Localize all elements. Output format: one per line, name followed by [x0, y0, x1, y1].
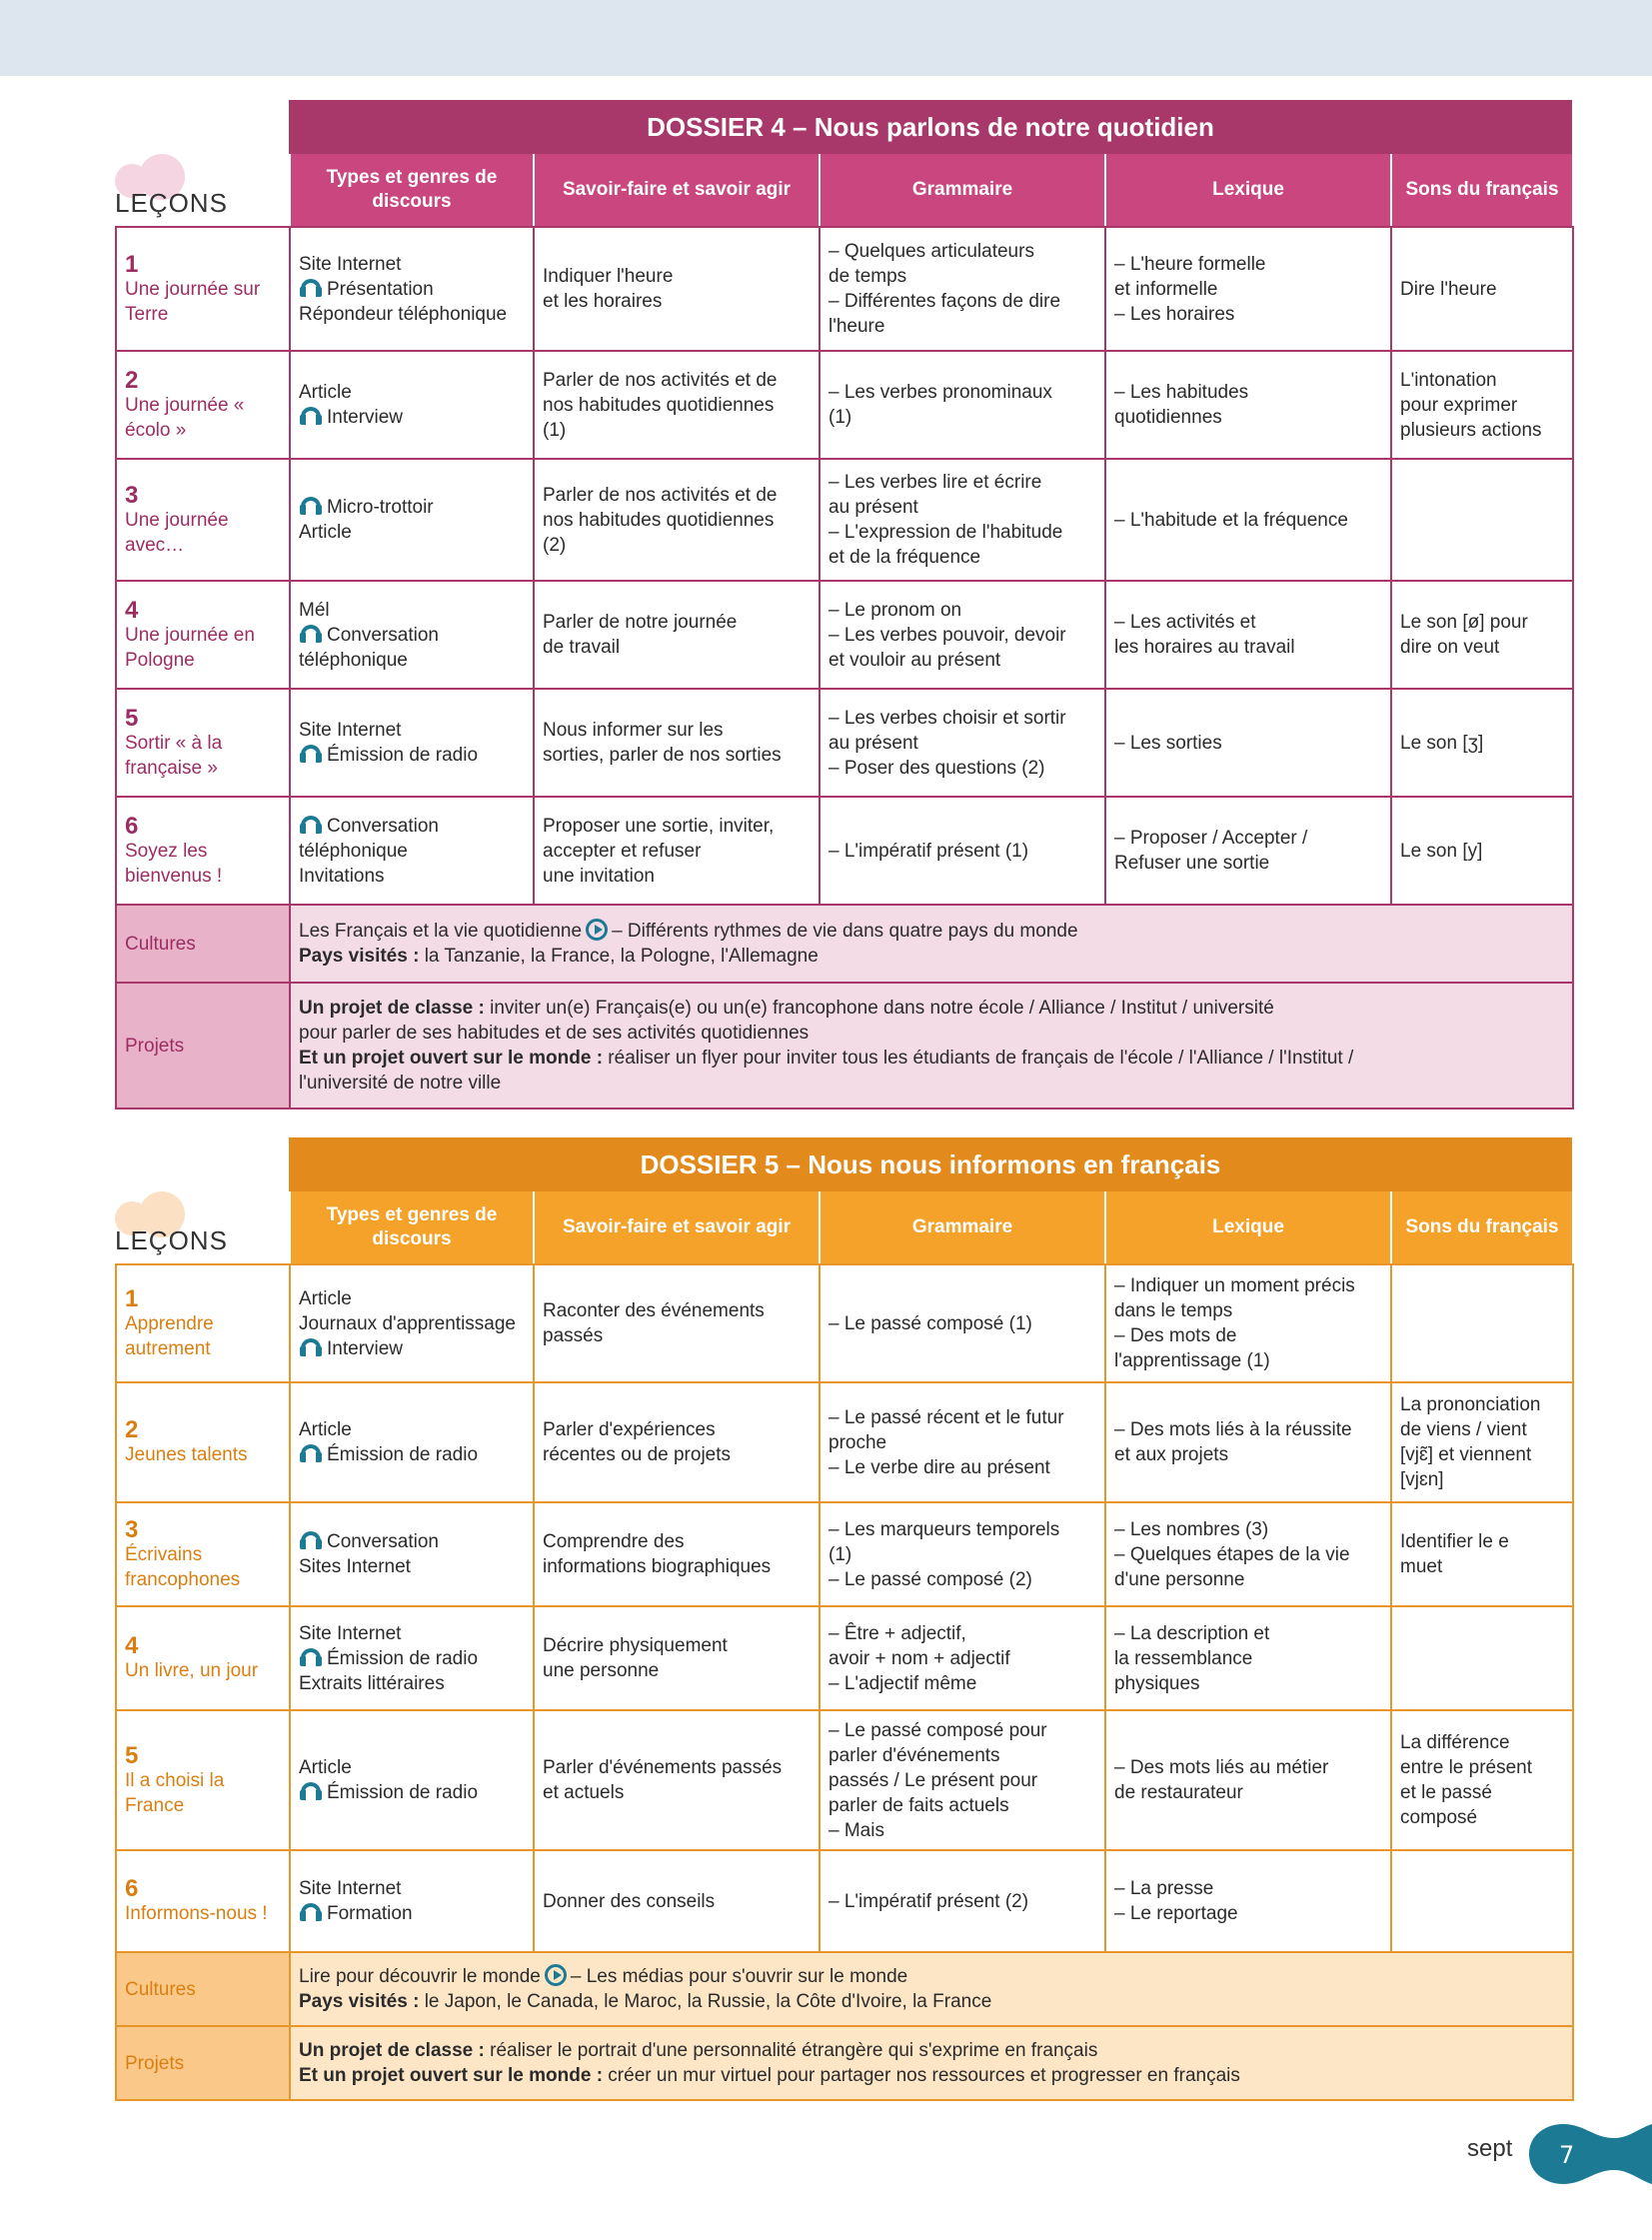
cell-line: Parler de nos activités et de [543, 484, 778, 506]
cell-line: La prononciation [1400, 1394, 1541, 1415]
cell-gram [820, 797, 1105, 905]
cell-types [290, 1382, 534, 1502]
cell-line: Donner des conseils [543, 1890, 716, 1912]
cell-line: Décrire physiquement [543, 1635, 728, 1656]
cell-line: de restaurateur [1114, 1782, 1243, 1803]
cell-line: Le son [y] [1400, 840, 1483, 862]
cell-line: quotidiennes [1114, 407, 1222, 428]
cell-lex [1105, 227, 1391, 351]
cell-line: dire on veut [1400, 637, 1500, 658]
cell-line: – Des mots liés au métier [1114, 1757, 1329, 1778]
cell-line: – Être + adjectif, [828, 1622, 966, 1644]
cell-line: – Les verbes choisir et sortir [828, 707, 1066, 729]
cell-line: et actuels [543, 1782, 625, 1803]
lesson-number: 5 [125, 704, 139, 732]
lesson-row [116, 227, 1573, 351]
lesson-title: Une journée « écolo » [125, 394, 245, 441]
cell-line: – Proposer / Accepter / [1114, 828, 1308, 849]
cell-sons [1391, 689, 1573, 797]
cell-savoir [534, 1382, 820, 1502]
cell-line: – L'habitude et la fréquence [1114, 509, 1348, 531]
cell-line: et les horaires [543, 291, 663, 312]
cell-lex [1105, 1850, 1391, 1952]
column-header-grammaire: Grammaire [819, 1191, 1104, 1263]
lesson-number: 5 [125, 1741, 139, 1769]
lesson-title: Écrivains francophones [125, 1543, 241, 1590]
cell-line: d'une personne [1114, 1568, 1245, 1590]
page-word: sept [1467, 2135, 1513, 2162]
cell-line: – L'adjectif même [828, 1672, 977, 1694]
cultures-row [116, 1952, 1573, 2026]
cell-line: Micro-trottoir [299, 495, 525, 520]
cell-line: composé [1400, 1807, 1478, 1828]
lesson-row [116, 1382, 1573, 1502]
cell-line: – Différentes façons de dire [828, 291, 1061, 312]
cell-savoir [534, 689, 820, 797]
cell-line: – Quelques étapes de la vie [1114, 1543, 1350, 1565]
cell-line: une personne [543, 1660, 660, 1681]
cell-line: entre le présent [1400, 1757, 1533, 1778]
cell-types [290, 1606, 534, 1710]
cell-line: téléphonique [299, 649, 408, 671]
cell-line: Le son [ø] pour [1400, 612, 1528, 633]
cell-line: sorties, parler de nos sorties [543, 745, 782, 766]
cell-line: – Des mots de [1114, 1325, 1237, 1346]
lesson-title-cell [116, 227, 290, 351]
lesson-number: 4 [125, 596, 139, 624]
dossier-4 [115, 100, 1572, 1110]
lesson-title-cell [116, 1606, 290, 1710]
lesson-title-cell [116, 459, 290, 581]
cell-line: Le son [ʒ] [1400, 732, 1484, 754]
cell-line: – Indiquer un moment précis [1114, 1275, 1355, 1296]
page-number: 7 [1559, 2141, 1575, 2169]
cell-line: de temps [828, 266, 907, 287]
cell-sons [1391, 1264, 1573, 1382]
lesson-title: Une journée en Pologne [125, 624, 255, 671]
cell-lex [1105, 1264, 1391, 1382]
cell-types [290, 351, 534, 459]
cell-line: (1) [828, 1543, 852, 1565]
lesson-title: Sortir « à la française » [125, 732, 223, 779]
cell-line: et aux projets [1114, 1444, 1229, 1465]
cell-types [290, 581, 534, 689]
column-header-sons: Sons du français [1390, 1191, 1572, 1263]
cell-types [290, 797, 534, 905]
cell-lex [1105, 1710, 1391, 1850]
cell-line: Répondeur téléphonique [299, 303, 508, 325]
cell-line: et informelle [1114, 278, 1218, 300]
headphones-icon [299, 496, 323, 516]
cell-line: (1) [543, 419, 567, 441]
cell-line: – Le verbe dire au présent [828, 1456, 1050, 1478]
cell-line: la ressemblance [1114, 1647, 1253, 1669]
cell-savoir [534, 1502, 820, 1606]
lesson-row [116, 459, 1573, 581]
cell-lex [1105, 1382, 1391, 1502]
cell-line: – L'heure formelle [1114, 253, 1266, 275]
lesson-title: Informons-nous ! [125, 1903, 268, 1924]
cell-savoir [534, 1606, 820, 1710]
lesson-number: 2 [125, 366, 139, 394]
lesson-number: 4 [125, 1632, 139, 1659]
cell-line: muet [1400, 1556, 1443, 1577]
cell-line: proche [828, 1431, 887, 1453]
column-header-savoir: Savoir-faire et savoir agir [533, 154, 819, 226]
cell-line: les horaires au travail [1114, 637, 1295, 658]
cell-line: Présentation [299, 277, 525, 302]
cultures-row [116, 905, 1573, 983]
cell-line: – Les verbes pouvoir, devoir [828, 624, 1066, 646]
cell-types [290, 1502, 534, 1606]
cell-line: une invitation [543, 865, 655, 887]
cell-line: parler de faits actuels [828, 1794, 1009, 1816]
cell-line: l'apprentissage (1) [1114, 1350, 1270, 1371]
cell-line: nos habitudes quotidiennes [543, 394, 775, 416]
cell-line: et le passé [1400, 1782, 1492, 1803]
headphones-icon [299, 1781, 323, 1801]
cell-line: Site Internet [299, 720, 402, 741]
dossier-title: DOSSIER 4 – Nous parlons de notre quotidien [289, 100, 1572, 154]
cell-savoir [534, 227, 820, 351]
lesson-title-cell [116, 351, 290, 459]
cell-line: Conversation [299, 623, 525, 648]
cell-line: Sites Internet [299, 1556, 411, 1577]
cell-line: avoir + nom + adjectif [828, 1647, 1010, 1669]
cell-line: – La description et [1114, 1622, 1270, 1644]
column-header-sons: Sons du français [1390, 154, 1572, 226]
column-header-types: Types et genres de discours [289, 154, 533, 226]
cell-line: Parler de notre journée [543, 612, 738, 633]
cell-line: – Les horaires [1114, 303, 1235, 325]
cell-line: La différence [1400, 1732, 1510, 1753]
lesson-number: 3 [125, 481, 139, 509]
cell-line: de travail [543, 637, 621, 658]
cell-line: – Les verbes lire et écrire [828, 472, 1042, 493]
cell-line: – Les activités et [1114, 612, 1256, 633]
cell-line: – Les nombres (3) [1114, 1518, 1269, 1540]
cell-gram [820, 1382, 1105, 1502]
cell-gram [820, 1502, 1105, 1606]
projets-row [116, 983, 1573, 1109]
cell-lex [1105, 351, 1391, 459]
lesson-title: Apprendre autrement [125, 1312, 214, 1359]
cell-line: – Des mots liés à la réussite [1114, 1419, 1352, 1440]
cell-line: Parler d'expériences [543, 1419, 716, 1440]
lesson-number: 1 [125, 1284, 139, 1312]
lesson-title-cell [116, 689, 290, 797]
cell-gram [820, 227, 1105, 351]
cell-line: – L'impératif présent (2) [828, 1890, 1029, 1912]
cell-line: et vouloir au présent [828, 649, 1001, 671]
cell-lex [1105, 459, 1391, 581]
cultures-label: Cultures [116, 905, 290, 983]
headphones-icon [299, 1443, 323, 1463]
lesson-title-cell [116, 1264, 290, 1382]
cell-types [290, 1710, 534, 1850]
cell-line: l'heure [828, 316, 885, 337]
column-header-types: Types et genres de discours [289, 1191, 533, 1263]
cell-types [290, 227, 534, 351]
cell-line: Conversation [299, 814, 525, 839]
top-band [0, 0, 1652, 76]
headphones-icon [299, 1647, 323, 1667]
cell-sons [1391, 1382, 1573, 1502]
cell-line: Site Internet [299, 253, 402, 275]
lesson-row [116, 1606, 1573, 1710]
cell-gram [820, 1264, 1105, 1382]
cell-savoir [534, 351, 820, 459]
cell-line: – Mais [828, 1819, 884, 1841]
cell-line: Article [299, 1287, 352, 1309]
cell-lex [1105, 1606, 1391, 1710]
cell-line: pour exprimer [1400, 394, 1518, 416]
cell-types [290, 1850, 534, 1952]
cell-line: téléphonique [299, 840, 408, 862]
projets-content: Un projet de classe : réaliser le portrait d'une personnalité étrangère qui s'exprime en français Et un projet ouvert sur le monde : créer un mur virtuel pour partager nos ressources et progresser en français [290, 2026, 1573, 2100]
cell-line: – L'impératif présent (1) [828, 840, 1029, 862]
cell-line: Site Internet [299, 1878, 402, 1899]
headphones-icon [299, 624, 323, 644]
cell-line: passés / Le présent pour [828, 1769, 1038, 1791]
cultures-label: Cultures [116, 1952, 290, 2026]
lesson-title-cell [116, 581, 290, 689]
cell-types [290, 459, 534, 581]
headphones-icon [299, 406, 323, 426]
cell-line: Formation [299, 1901, 525, 1926]
cell-line: (1) [828, 407, 852, 428]
lesson-title: Jeunes talents [125, 1444, 248, 1465]
cell-sons [1391, 581, 1573, 689]
cultures-content: Lire pour découvrir le monde – Les médias pour s'ouvrir sur le monde Pays visités : le Japon, le Canada, le Maroc, la Russie, la Côte d'Ivoire, la France [290, 1952, 1573, 2026]
cell-line: et de la fréquence [828, 547, 981, 568]
cell-line: – Le passé composé (1) [828, 1312, 1032, 1334]
lesson-row [116, 1850, 1573, 1952]
cell-line: Article [299, 522, 352, 543]
cell-savoir [534, 1264, 820, 1382]
cell-sons [1391, 1850, 1573, 1952]
lessons-table [115, 1263, 1574, 2101]
cell-line: Dire l'heure [1400, 278, 1497, 300]
lesson-row [116, 1264, 1573, 1382]
cell-line: Émission de radio [299, 743, 525, 768]
video-play-icon[interactable] [586, 919, 608, 941]
cell-savoir [534, 797, 820, 905]
projets-row [116, 2026, 1573, 2100]
lesson-number: 3 [125, 1515, 139, 1543]
lesson-number: 1 [125, 250, 139, 278]
cell-savoir [534, 581, 820, 689]
cell-line: – Le passé composé (2) [828, 1568, 1032, 1590]
headphones-icon [299, 278, 323, 298]
lesson-title-cell [116, 1502, 290, 1606]
cell-gram [820, 1710, 1105, 1850]
cell-savoir [534, 1710, 820, 1850]
cell-line: (2) [543, 534, 567, 556]
cell-gram [820, 1850, 1105, 1952]
cell-line: Extraits littéraires [299, 1672, 445, 1694]
cell-line: Identifier le e [1400, 1531, 1509, 1552]
cell-sons [1391, 1502, 1573, 1606]
lesson-row [116, 1710, 1573, 1850]
cell-line: – Les marqueurs temporels [828, 1518, 1060, 1540]
lesson-title: Une journée avec… [125, 509, 229, 556]
cell-line: Indiquer l'heure [543, 266, 674, 287]
cell-line: Journaux d'apprentissage [299, 1312, 516, 1334]
cell-gram [820, 689, 1105, 797]
lessons-table [115, 226, 1574, 1110]
cell-line: récentes ou de projets [543, 1444, 732, 1465]
cell-line: Parler de nos activités et de [543, 369, 778, 391]
lesson-number: 6 [125, 1875, 139, 1902]
lesson-title: Une journée sur Terre [125, 278, 261, 325]
cell-types [290, 1264, 534, 1382]
cell-line: Interview [299, 1336, 525, 1361]
column-header-lexique: Lexique [1104, 154, 1390, 226]
cell-types [290, 689, 534, 797]
headphones-icon [299, 1530, 323, 1550]
cell-line: physiques [1114, 1672, 1200, 1694]
cell-gram [820, 351, 1105, 459]
cell-line: Site Internet [299, 1622, 402, 1644]
headphones-icon [299, 1337, 323, 1357]
cell-line: Article [299, 382, 352, 403]
cell-line: L'intonation [1400, 369, 1497, 391]
cell-line: – La presse [1114, 1878, 1214, 1899]
cell-line: parler d'événements [828, 1744, 1000, 1766]
projets-content: Un projet de classe : inviter un(e) Français(e) ou un(e) francophone dans notre école / Alliance / Institut / université pour parler de ses habitudes et de ses activités quotidiennes Et un projet ouvert sur le monde : réaliser un flyer pour inviter tous les étudiants de français de l'école / l'Alliance / l'Institut / l'université de notre ville [290, 983, 1573, 1109]
cell-line: Article [299, 1757, 352, 1778]
cell-line: au présent [828, 732, 918, 754]
headphones-icon [299, 744, 323, 764]
lesson-title: Soyez les bienvenus ! [125, 840, 223, 887]
cell-line: Parler d'événements passés [543, 1757, 783, 1778]
lesson-title-cell [116, 1710, 290, 1850]
lesson-title-cell [116, 797, 290, 905]
cell-line: Interview [299, 405, 525, 430]
column-header-grammaire: Grammaire [819, 154, 1104, 226]
cell-line: de viens / vient [1400, 1419, 1527, 1440]
headphones-icon [299, 1902, 323, 1922]
lesson-row [116, 351, 1573, 459]
lesson-number: 2 [125, 1416, 139, 1443]
cell-sons [1391, 351, 1573, 459]
lecons-label: LEÇONS [115, 1191, 287, 1263]
cell-gram [820, 1606, 1105, 1710]
projets-label: Projets [116, 983, 290, 1109]
projets-label: Projets [116, 2026, 290, 2100]
cell-line: plusieurs actions [1400, 419, 1542, 441]
lesson-title: Il a choisi la France [125, 1769, 225, 1816]
cell-line: – Le passé récent et le futur [828, 1406, 1064, 1428]
cultures-content: Les Français et la vie quotidienne – Différents rythmes de vie dans quatre pays du monde Pays visités : la Tanzanie, la France, la Pologne, l'Allemagne [290, 905, 1573, 983]
cell-line: – Le passé composé pour [828, 1719, 1047, 1741]
lesson-row [116, 1502, 1573, 1606]
cell-sons [1391, 227, 1573, 351]
cell-lex [1105, 1502, 1391, 1606]
cell-line: [vjɛ̃] et viennent [1400, 1444, 1532, 1465]
cell-line: – Poser des questions (2) [828, 757, 1045, 779]
cell-lex [1105, 689, 1391, 797]
lesson-row [116, 797, 1573, 905]
cell-line: Émission de radio [299, 1780, 525, 1805]
cell-gram [820, 581, 1105, 689]
cell-line: passés [543, 1325, 604, 1346]
cell-line: [vjɛn] [1400, 1469, 1444, 1490]
lesson-title: Un livre, un jour [125, 1660, 259, 1681]
cell-sons [1391, 459, 1573, 581]
dossier-title: DOSSIER 5 – Nous nous informons en français [289, 1137, 1572, 1191]
cell-line: – Les habitudes [1114, 382, 1249, 403]
cell-sons [1391, 1710, 1573, 1850]
lesson-number: 6 [125, 812, 139, 840]
dossier-5 [115, 1137, 1572, 2112]
cell-line: – Les sorties [1114, 732, 1222, 754]
page-number-tab [1529, 2124, 1652, 2184]
cell-line: Mél [299, 599, 330, 621]
cell-line: Nous informer sur les [543, 720, 724, 741]
cell-line: Invitations [299, 865, 385, 887]
cell-line: – Quelques articulateurs [828, 241, 1034, 262]
cell-savoir [534, 1850, 820, 1952]
cell-line: Refuser une sortie [1114, 853, 1270, 874]
cell-lex [1105, 797, 1391, 905]
cell-line: Conversation [299, 1529, 525, 1554]
lecons-label: LEÇONS [115, 154, 287, 226]
column-header-lexique: Lexique [1104, 1191, 1390, 1263]
lesson-title-cell [116, 1382, 290, 1502]
cell-line: – Le reportage [1114, 1903, 1238, 1924]
cell-savoir [534, 459, 820, 581]
column-header-savoir: Savoir-faire et savoir agir [533, 1191, 819, 1263]
cell-line: au présent [828, 497, 918, 518]
cell-line: Article [299, 1419, 352, 1440]
cell-line: – L'expression de l'habitude [828, 522, 1063, 543]
cell-gram [820, 459, 1105, 581]
lesson-row [116, 689, 1573, 797]
cell-line: dans le temps [1114, 1300, 1233, 1321]
cell-line: – Le pronom on [828, 599, 962, 621]
cell-line: accepter et refuser [543, 840, 702, 862]
cell-line: – Les verbes pronominaux [828, 382, 1052, 403]
cell-line: nos habitudes quotidiennes [543, 509, 775, 531]
lesson-row [116, 581, 1573, 689]
cell-sons [1391, 1606, 1573, 1710]
cell-line: Raconter des événements [543, 1300, 765, 1321]
cell-line: Émission de radio [299, 1646, 525, 1671]
cell-line: Émission de radio [299, 1442, 525, 1467]
cell-line: informations biographiques [543, 1556, 772, 1577]
video-play-icon[interactable] [545, 1964, 567, 1986]
cell-line: Proposer une sortie, inviter, [543, 815, 775, 837]
cell-sons [1391, 797, 1573, 905]
lesson-title-cell [116, 1850, 290, 1952]
cell-lex [1105, 581, 1391, 689]
headphones-icon [299, 815, 323, 835]
cell-line: Comprendre des [543, 1531, 685, 1552]
